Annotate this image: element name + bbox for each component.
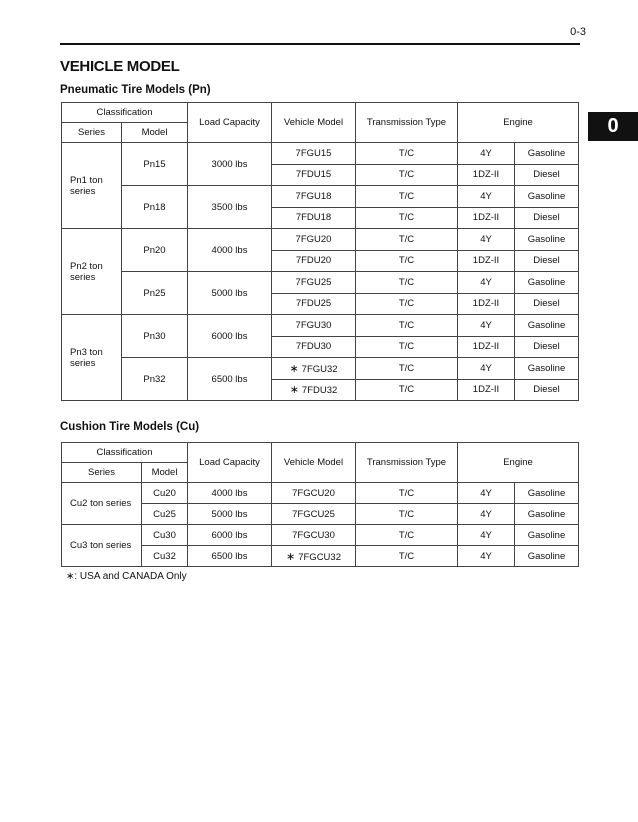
series-cell: Pn2 ton series (62, 229, 122, 315)
vehicle-model-cell (272, 358, 356, 380)
model-cell: Pn20 (122, 229, 188, 272)
fuel-cell: Gasoline (515, 315, 579, 337)
vehicle-model-cell (272, 546, 356, 567)
header-load-capacity: Load Capacity (188, 443, 272, 483)
vehicle-model-cell (272, 379, 356, 401)
fuel-cell: Gasoline (515, 358, 579, 380)
fuel-cell: Gasoline (515, 143, 579, 165)
engine-model-cell: 1DZ-II (458, 250, 515, 272)
engine-model-cell: 4Y (458, 143, 515, 165)
fuel-cell: Diesel (515, 164, 579, 186)
pneumatic-table (61, 102, 579, 401)
vehicle-model-cell: 7FGCU30 (272, 525, 356, 546)
model-cell: Pn15 (122, 143, 188, 186)
engine-model-cell: 4Y (458, 358, 515, 380)
capacity-cell: 5000 lbs (188, 272, 272, 315)
fuel-cell: Gasoline (515, 272, 579, 294)
table-row (62, 229, 579, 251)
vehicle-model-cell: 7FDU18 (272, 207, 356, 229)
cushion-heading: Cushion Tire Models (Cu) (60, 421, 200, 433)
vehicle-model-cell: 7FGCU25 (272, 504, 356, 525)
series-cell: Cu2 ton series (62, 483, 142, 525)
capacity-cell: 4000 lbs (188, 229, 272, 272)
transmission-cell: T/C (356, 504, 458, 525)
asterisk-icon: ∗ (289, 384, 299, 397)
vehicle-model-cell: 7FGU15 (272, 143, 356, 165)
engine-model-cell: 4Y (458, 315, 515, 337)
transmission-cell: T/C (356, 143, 458, 165)
model-cell: Cu30 (142, 525, 188, 546)
fuel-cell: Gasoline (515, 504, 579, 525)
model-cell: Pn18 (122, 186, 188, 229)
header-vehicle-model: Vehicle Model (272, 103, 356, 143)
vehicle-model-cell: 7FDU20 (272, 250, 356, 272)
transmission-cell: T/C (356, 336, 458, 358)
transmission-cell: T/C (356, 546, 458, 567)
capacity-cell: 4000 lbs (188, 483, 272, 504)
transmission-cell: T/C (356, 483, 458, 504)
model-cell: Cu20 (142, 483, 188, 504)
fuel-cell: Gasoline (515, 186, 579, 208)
engine-model-cell: 4Y (458, 546, 515, 567)
fuel-cell: Diesel (515, 379, 579, 401)
vehicle-model-cell: 7FDU30 (272, 336, 356, 358)
header-model: Model (122, 123, 188, 143)
capacity-cell: 6000 lbs (188, 525, 272, 546)
vehicle-model-text: 7FGCU32 (298, 551, 341, 563)
header-engine: Engine (458, 103, 579, 143)
capacity-cell: 3500 lbs (188, 186, 272, 229)
engine-model-cell: 1DZ-II (458, 379, 515, 401)
engine-model-cell: 1DZ-II (458, 293, 515, 315)
engine-model-cell: 1DZ-II (458, 207, 515, 229)
transmission-cell: T/C (356, 525, 458, 546)
table-row (62, 315, 579, 337)
vehicle-model-cell: 7FGU18 (272, 186, 356, 208)
header-transmission-type: Transmission Type (356, 103, 458, 143)
header-classification: Classification (62, 103, 188, 123)
table-row (62, 272, 579, 294)
header-rule (60, 43, 580, 45)
engine-model-cell: 1DZ-II (458, 336, 515, 358)
table-row (62, 358, 579, 380)
vehicle-model-text: 7FDU32 (301, 385, 338, 397)
model-cell: Pn30 (122, 315, 188, 358)
model-cell: Pn32 (122, 358, 188, 401)
pneumatic-heading: Pneumatic Tire Models (Pn) (60, 84, 211, 96)
transmission-cell: T/C (356, 250, 458, 272)
vehicle-model-cell: 7FGU30 (272, 315, 356, 337)
vehicle-model-cell: 7FGU20 (272, 229, 356, 251)
table-row (62, 186, 579, 208)
capacity-cell: 3000 lbs (188, 143, 272, 186)
fuel-cell: Gasoline (515, 525, 579, 546)
page-title: VEHICLE MODEL (60, 58, 180, 75)
header-vehicle-model: Vehicle Model (272, 443, 356, 483)
footnote: ∗: USA and CANADA Only (66, 571, 187, 582)
asterisk-icon: ∗ (289, 362, 299, 375)
fuel-cell: Diesel (515, 293, 579, 315)
engine-model-cell: 4Y (458, 272, 515, 294)
model-cell: Cu25 (142, 504, 188, 525)
fuel-cell: Gasoline (515, 483, 579, 504)
cushion-table (61, 442, 579, 567)
transmission-cell: T/C (356, 379, 458, 401)
capacity-cell: 5000 lbs (188, 504, 272, 525)
fuel-cell: Gasoline (515, 229, 579, 251)
capacity-cell: 6000 lbs (188, 315, 272, 358)
engine-model-cell: 4Y (458, 483, 515, 504)
vehicle-model-cell: 7FGCU20 (272, 483, 356, 504)
fuel-cell: Gasoline (515, 546, 579, 567)
page-number: 0-3 (570, 26, 586, 38)
transmission-cell: T/C (356, 293, 458, 315)
engine-model-cell: 4Y (458, 504, 515, 525)
vehicle-model-cell: 7FDU15 (272, 164, 356, 186)
vehicle-model-text: 7FGU32 (301, 363, 338, 375)
transmission-cell: T/C (356, 207, 458, 229)
section-tab: 0 (588, 112, 638, 141)
asterisk-icon: ∗ (286, 550, 296, 563)
series-cell: Pn3 ton series (62, 315, 122, 401)
transmission-cell: T/C (356, 186, 458, 208)
series-cell: Pn1 ton series (62, 143, 122, 229)
fuel-cell: Diesel (515, 250, 579, 272)
header-series: Series (62, 123, 122, 143)
transmission-cell: T/C (356, 315, 458, 337)
vehicle-model-cell: 7FDU25 (272, 293, 356, 315)
header-transmission-type: Transmission Type (356, 443, 458, 483)
table-row (62, 143, 579, 165)
transmission-cell: T/C (356, 164, 458, 186)
model-cell: Pn25 (122, 272, 188, 315)
transmission-cell: T/C (356, 272, 458, 294)
header-engine: Engine (458, 443, 579, 483)
engine-model-cell: 4Y (458, 186, 515, 208)
engine-model-cell: 1DZ-II (458, 164, 515, 186)
header-series: Series (62, 463, 142, 483)
transmission-cell: T/C (356, 229, 458, 251)
fuel-cell: Diesel (515, 336, 579, 358)
engine-model-cell: 4Y (458, 525, 515, 546)
transmission-cell: T/C (356, 358, 458, 380)
series-cell: Cu3 ton series (62, 525, 142, 567)
table-row (62, 525, 579, 546)
capacity-cell: 6500 lbs (188, 546, 272, 567)
engine-model-cell: 4Y (458, 229, 515, 251)
table-row (62, 483, 579, 504)
vehicle-model-cell: 7FGU25 (272, 272, 356, 294)
capacity-cell: 6500 lbs (188, 358, 272, 401)
header-classification: Classification (62, 443, 188, 463)
header-model: Model (142, 463, 188, 483)
model-cell: Cu32 (142, 546, 188, 567)
fuel-cell: Diesel (515, 207, 579, 229)
header-load-capacity: Load Capacity (188, 103, 272, 143)
